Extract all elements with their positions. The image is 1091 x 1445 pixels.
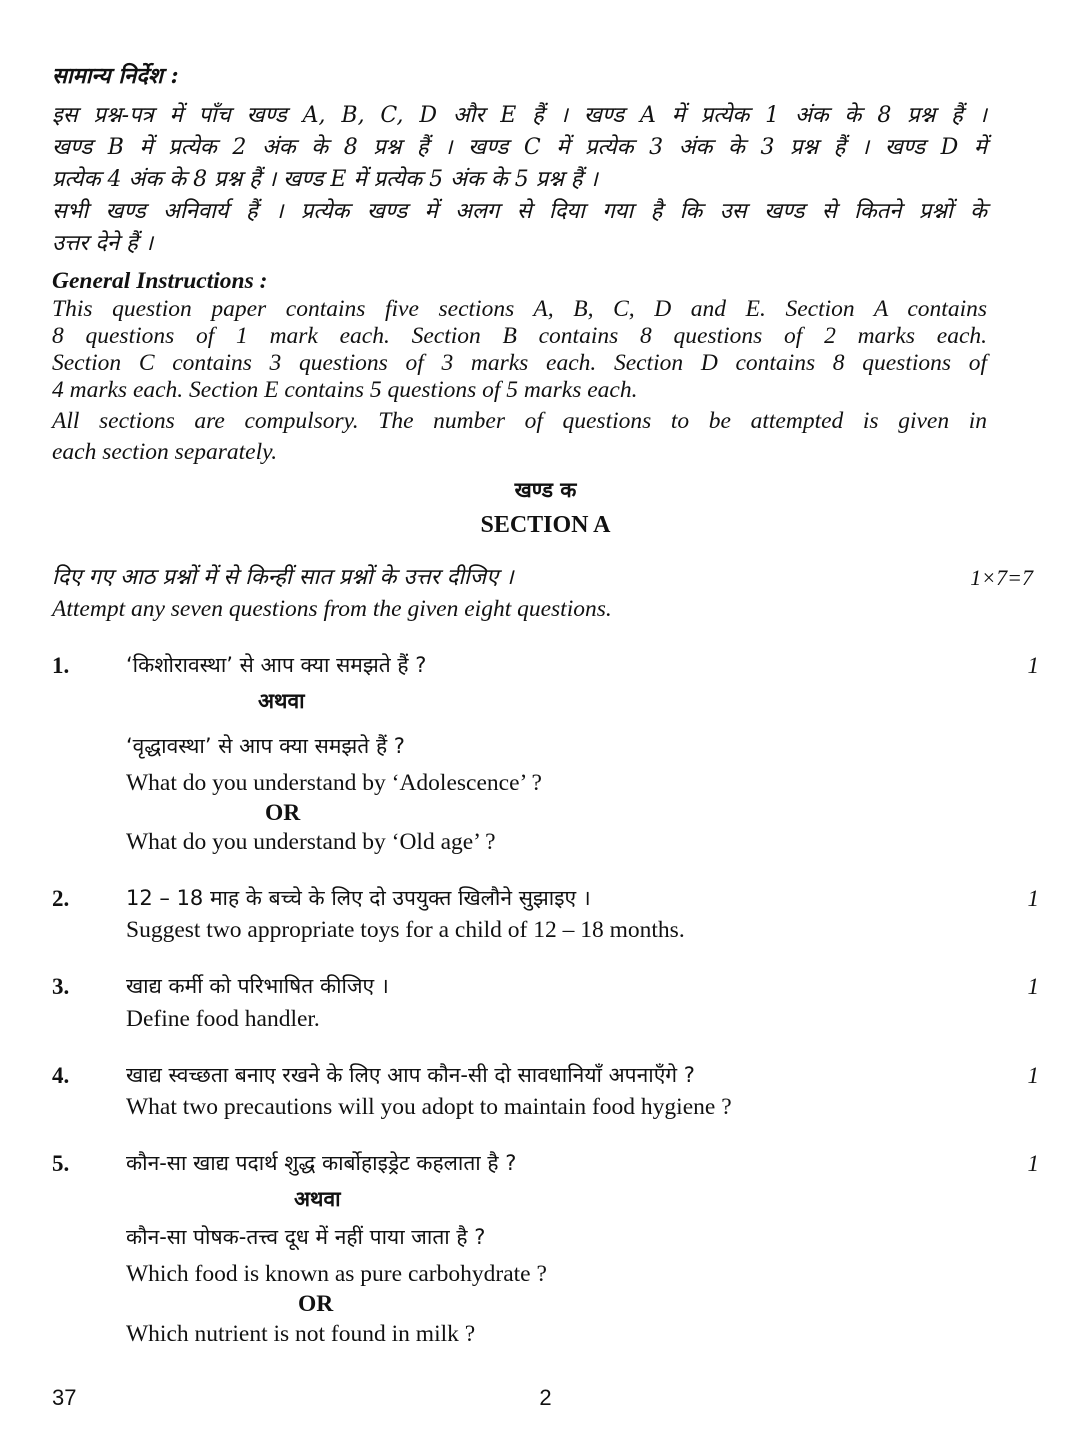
question-hindi-or: अथवा	[258, 689, 305, 713]
question-number: 3.	[52, 974, 70, 999]
english-instructions-body	[52, 296, 987, 466]
question-hindi-text: खाद्य कर्मी को परिभाषित कीजिए ।	[126, 974, 389, 998]
question-english-alt-text: Which nutrient is not found in milk ?	[126, 1321, 476, 1347]
question-english-or: OR	[298, 1291, 334, 1317]
english-instructions-heading: General Instructions :	[52, 268, 268, 294]
english-instructions-line: 8 questions of 1 mark each. Section B contains 8 questions of 2 marks each.	[52, 323, 987, 349]
question-english-text: What do you understand by ‘Adolescence’ ?	[126, 770, 542, 796]
question-number: 2.	[52, 886, 70, 911]
question-english-text: Define food handler.	[126, 1006, 320, 1032]
question-marks: 1	[1027, 1151, 1039, 1176]
hindi-instructions-line: उत्तर देने हैं ।	[52, 231, 154, 256]
english-instructions-line: This question paper contains five sections A, B, C, D and E. Section A contains	[52, 296, 987, 322]
section-hindi-instruction: दिए गए आठ प्रश्नों में से किन्हीं सात प्रश्नों के उत्तर दीजिए ।	[52, 565, 514, 590]
page-number: 2	[539, 1385, 552, 1410]
section-marks-scheme: 1×7=7	[970, 565, 1033, 590]
question-marks: 1	[1027, 974, 1039, 999]
question-english-alt-text: What do you understand by ‘Old age’ ?	[126, 829, 496, 855]
section-english-instruction: Attempt any seven questions from the given eight questions.	[52, 596, 612, 622]
question-number: 5.	[52, 1151, 70, 1176]
question-hindi-text: 12 – 18 माह के बच्चे के लिए दो उपयुक्त खिलौने सुझाइए ।	[126, 886, 591, 910]
question-english-text: Which food is known as pure carbohydrate ?	[126, 1261, 547, 1287]
question-hindi-text: खाद्य स्वच्छता बनाए रखने के लिए आप कौन-सी दो सावधानियाँ अपनाएँगे ?	[126, 1063, 695, 1087]
question-marks: 1	[1027, 886, 1039, 911]
hindi-instructions-line: इस प्रश्न-पत्र में पाँच खण्ड A, B, C, D और E हैं । खण्ड A में प्रत्येक 1 अंक के 8 प्रश्न हैं ।	[52, 103, 987, 128]
english-instructions-line: 4 marks each. Section E contains 5 questions of 5 marks each.	[52, 377, 638, 403]
question-number: 4.	[52, 1063, 70, 1088]
question-english-text: What two precautions will you adopt to maintain food hygiene ?	[126, 1094, 732, 1120]
question-hindi-text: कौन-सा खाद्य पदार्थ शुद्ध कार्बोहाइड्रेट कहलाता है ?	[126, 1151, 517, 1175]
question-english-text: Suggest two appropriate toys for a child of 12 – 18 months.	[126, 917, 685, 943]
question-hindi-alt-text: ‘वृद्धावस्था’ से आप क्या समझते हैं ?	[126, 734, 405, 758]
hindi-instructions-line: सभी खण्ड अनिवार्य हैं । प्रत्येक खण्ड में अलग से दिया गया है कि उस खण्ड से कितने प्रश्नों के	[52, 199, 987, 224]
paper-code: 37	[52, 1385, 77, 1410]
question-marks: 1	[1027, 653, 1039, 678]
section-hindi-title: खण्ड क	[514, 478, 577, 502]
hindi-instructions-line: प्रत्येक 4 अंक के 8 प्रश्न हैं । खण्ड E में प्रत्येक 5 अंक के 5 प्रश्न हैं ।	[52, 167, 598, 192]
question-hindi-text: ‘किशोरावस्था’ से आप क्या समझते हैं ?	[126, 653, 427, 677]
english-instructions-line: each section separately.	[52, 439, 278, 465]
english-instructions-line: All sections are compulsory. The number of questions to be attempted is given in	[52, 408, 987, 434]
hindi-instructions-body	[52, 100, 987, 260]
question-english-or: OR	[265, 800, 301, 826]
question-marks: 1	[1027, 1063, 1039, 1088]
question-number: 1.	[52, 653, 70, 678]
question-hindi-alt-text: कौन-सा पोषक-तत्त्व दूध में नहीं पाया जाता है ?	[126, 1225, 486, 1249]
english-instructions-line: Section C contains 3 questions of 3 marks each. Section D contains 8 questions of	[52, 350, 987, 376]
hindi-instructions-line: खण्ड B में प्रत्येक 2 अंक के 8 प्रश्न हैं । खण्ड C में प्रत्येक 3 अंक के 3 प्रश्न हैं । खण्ड D में	[52, 135, 987, 160]
question-hindi-or: अथवा	[294, 1187, 341, 1211]
section-english-title: SECTION A	[480, 512, 611, 538]
hindi-instructions-heading: सामान्य निर्देश :	[52, 63, 179, 89]
